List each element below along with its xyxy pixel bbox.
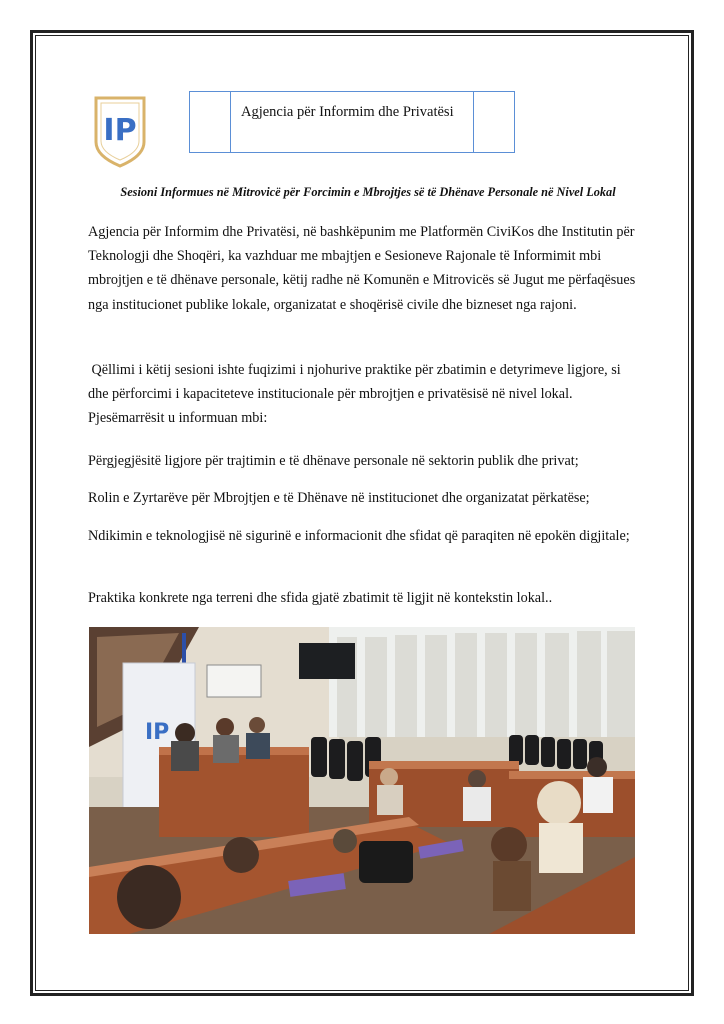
list-item: Rolin e Zyrtarëve për Mbrojtjen e të Dhënave në institucionet dhe organizatat përkatëse; — [88, 490, 590, 506]
header-cell-right — [474, 92, 514, 152]
list-item: Përgjegjësitë ligjore për trajtimin e të dhënave personale në sektorin publik dhe privat; — [88, 453, 579, 469]
paragraph-purpose: Qëllimi i këtij sesioni ishte fuqizimi i njohurive praktike për zbatimin e detyrimeve ligjore, si dhe përforcimi i kapaciteteve institucionale për mbrojtjen e privatësisë në nivel lokal. Pjesëmarrësit u informuan mbi: — [88, 362, 625, 427]
banner-logo-text: IP — [145, 720, 170, 745]
header-table — [189, 91, 515, 153]
logo-text: IP — [103, 113, 137, 148]
agency-name: Agjencia për Informim dhe Privatësi — [231, 92, 474, 152]
agency-logo — [92, 96, 148, 168]
list-item: Praktika konkrete nga terreni dhe sfida gjatë zbatimit të ligjit në kontekstin lokal.. — [88, 590, 553, 606]
paragraph-intro: Agjencia për Informim dhe Privatësi, në bashkëpunim me Platformën CiviKos dhe Institutin për Teknologji dhe Shoqëri, ka vazhduar me mbajtjen e Sesioneve Rajonale të Informimit mbi mbrojtjen e të dhënave personale, këtij radhe në Komunën e Mitrovicës së Jugut me përfaqësues nga institucionet publike lokale, organizatat e shoqërisë civile dhe bizneset nga rajoni. — [88, 224, 636, 313]
meeting-photo — [89, 627, 635, 934]
header-cell-left — [190, 92, 231, 152]
list-item: Ndikimin e teknologjisë në sigurinë e informacionit dhe sfidat që paraqiten në epokën digjitale; — [88, 528, 630, 544]
document-title: Sesioni Informues në Mitrovicë për Forcimin e Mbrojtjes së të Dhënave Personale në Nivel Lokal — [120, 185, 616, 199]
